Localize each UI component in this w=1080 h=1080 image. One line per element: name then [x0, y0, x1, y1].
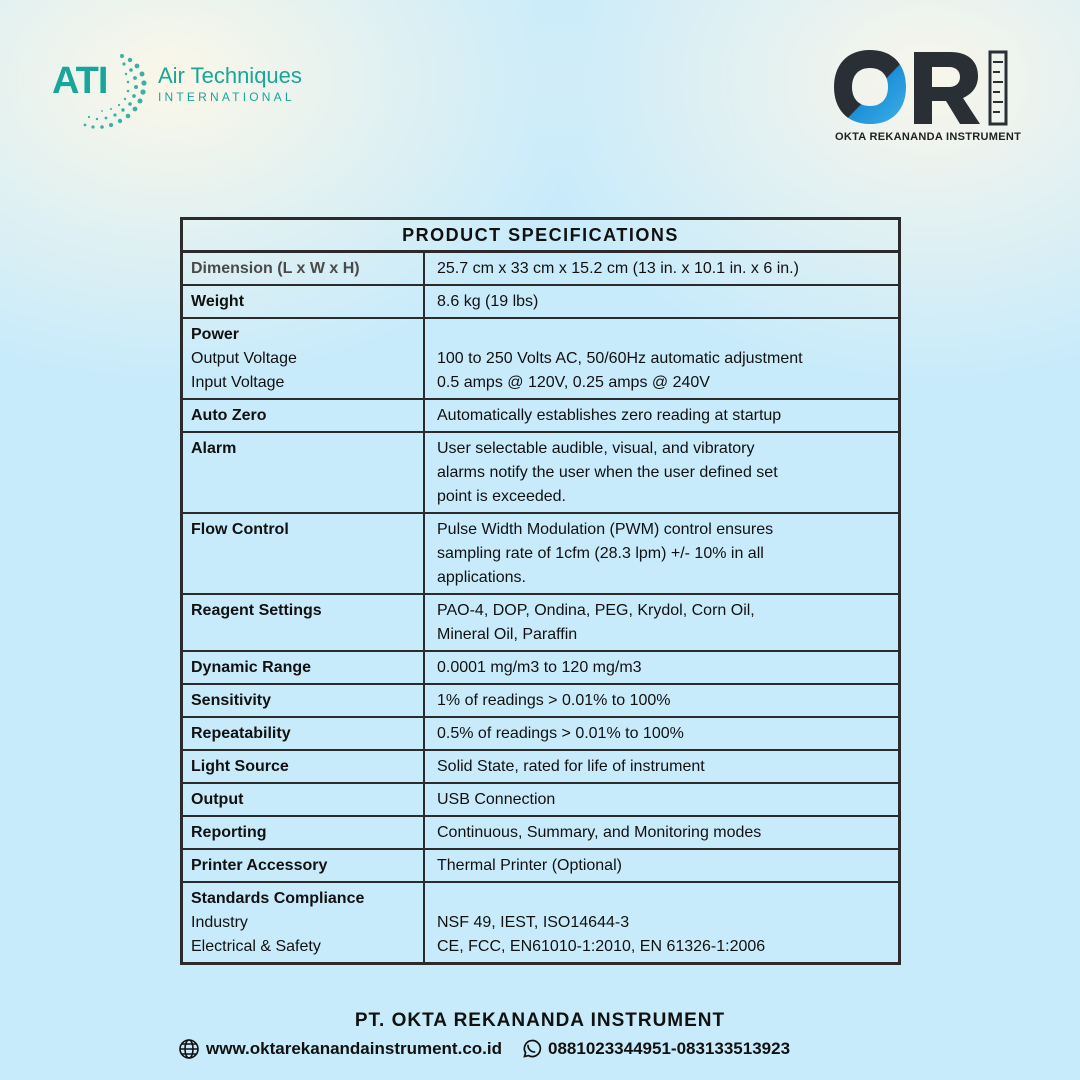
website-link[interactable]: www.oktarekanandainstrument.co.id	[206, 1039, 502, 1058]
spec-label-cell	[182, 318, 425, 399]
spec-table	[180, 217, 901, 965]
spec-value: Mineral Oil, Paraffin	[437, 626, 578, 643]
spec-value: CE, FCC, EN61010-1:2010, EN 61326-1:2006	[437, 938, 766, 955]
spec-value-cell	[424, 849, 900, 882]
spec-label: Reporting	[191, 824, 267, 841]
spec-row	[182, 882, 900, 964]
spec-body	[182, 252, 900, 964]
spec-label-cell	[182, 783, 425, 816]
spec-sublabel: Industry	[191, 914, 248, 931]
spec-label-cell	[182, 432, 425, 513]
spec-label-cell	[182, 684, 425, 717]
spec-value: NSF 49, IEST, ISO14644-3	[437, 914, 630, 931]
spec-sublabel: Output Voltage	[191, 350, 297, 367]
spec-value-cell	[424, 594, 900, 651]
spec-label: Printer Accessory	[191, 857, 328, 874]
footer-contact	[178, 1037, 790, 1061]
spec-sublabel: Input Voltage	[191, 374, 285, 391]
spec-row	[182, 399, 900, 432]
table-title: PRODUCT SPECIFICATIONS	[182, 219, 900, 252]
spec-label-cell	[182, 849, 425, 882]
spec-value: 0.5% of readings > 0.01% to 100%	[437, 725, 684, 742]
spec-sublabel: Electrical & Safety	[191, 938, 321, 955]
spec-label: Auto Zero	[191, 407, 267, 424]
spec-label-cell	[182, 651, 425, 684]
spec-label: Reagent Settings	[191, 602, 322, 619]
spec-value-cell	[424, 717, 900, 750]
spec-value-cell	[424, 252, 900, 286]
spec-value-cell	[424, 750, 900, 783]
spec-value: point is exceeded.	[437, 488, 566, 505]
spec-value-cell	[424, 816, 900, 849]
spec-value-cell	[424, 651, 900, 684]
ati-abbr: ATI	[52, 60, 108, 102]
spec-label: Flow Control	[191, 521, 289, 538]
spec-value: Continuous, Summary, and Monitoring modes	[437, 824, 762, 841]
spec-label-cell	[182, 882, 425, 964]
spec-row	[182, 717, 900, 750]
globe-icon	[178, 1038, 200, 1060]
spec-value: Pulse Width Modulation (PWM) control ensures	[437, 521, 774, 538]
spec-row	[182, 783, 900, 816]
spec-row	[182, 750, 900, 783]
spec-row	[182, 252, 900, 286]
spec-label-cell	[182, 594, 425, 651]
spec-row	[182, 432, 900, 513]
spec-label: Power	[191, 326, 240, 343]
spec-label-cell	[182, 399, 425, 432]
spec-label-cell	[182, 513, 425, 594]
spec-value: sampling rate of 1cfm (28.3 lpm) +/- 10% in all	[437, 545, 764, 562]
spec-value-cell	[424, 783, 900, 816]
spec-value-cell	[424, 399, 900, 432]
spec-label-cell	[182, 717, 425, 750]
spec-row	[182, 684, 900, 717]
spec-value-cell	[424, 285, 900, 318]
spec-value: applications.	[437, 569, 526, 586]
spec-value: USB Connection	[437, 791, 556, 808]
spec-value-cell	[424, 432, 900, 513]
spec-row	[182, 594, 900, 651]
phone-number[interactable]: 0881023344951-083133513923	[548, 1039, 791, 1058]
spec-value: alarms notify the user when the user defined set	[437, 464, 778, 481]
spacer	[437, 887, 890, 911]
spec-label-cell	[182, 816, 425, 849]
spec-row	[182, 651, 900, 684]
spec-value: Automatically establishes zero reading at startup	[437, 407, 782, 424]
ati-brand-sub: INTERNATIONAL	[158, 90, 295, 104]
spec-value-cell	[424, 882, 900, 964]
spec-label: Sensitivity	[191, 692, 272, 709]
spec-label-cell	[182, 750, 425, 783]
spec-row	[182, 318, 900, 399]
spec-label: Light Source	[191, 758, 289, 775]
spec-value: 1% of readings > 0.01% to 100%	[437, 692, 671, 709]
company-name: PT. OKTA REKANANDA INSTRUMENT	[354, 1010, 726, 1031]
spec-label: Repeatability	[191, 725, 291, 742]
spec-row	[182, 285, 900, 318]
spec-value: User selectable audible, visual, and vibratory	[437, 440, 755, 457]
ati-brand-name: Air Techniques	[158, 63, 302, 88]
spec-value-cell	[424, 318, 900, 399]
spec-value: Thermal Printer (Optional)	[437, 857, 622, 874]
spec-label: Dimension (L x W x H)	[191, 260, 360, 277]
spec-label-cell	[182, 285, 425, 318]
spec-row	[182, 513, 900, 594]
spec-label: Standards Compliance	[191, 890, 365, 907]
whatsapp-icon	[520, 1038, 542, 1060]
spec-value: 25.7 cm x 33 cm x 15.2 cm (13 in. x 10.1 in. x 6 in.)	[437, 260, 799, 277]
spec-label: Weight	[191, 293, 245, 310]
spec-label: Output	[191, 791, 244, 808]
spec-row	[182, 849, 900, 882]
spec-value: 100 to 250 Volts AC, 50/60Hz automatic adjustment	[437, 350, 803, 367]
spec-value: 0.0001 mg/m3 to 120 mg/m3	[437, 659, 642, 676]
spec-value-cell	[424, 513, 900, 594]
ati-logo	[52, 50, 322, 140]
ori-mark-icon	[830, 46, 1015, 128]
spec-label: Alarm	[191, 440, 237, 457]
spacer	[437, 323, 890, 347]
spec-value: Solid State, rated for life of instrument	[437, 758, 705, 775]
spec-value: PAO-4, DOP, Ondina, PEG, Krydol, Corn Oil,	[437, 602, 755, 619]
spec-value-cell	[424, 684, 900, 717]
ori-brand-name: OKTA REKANANDA INSTRUMENT	[835, 131, 1022, 143]
spec-label-cell	[182, 252, 425, 286]
spec-value: 8.6 kg (19 lbs)	[437, 293, 539, 310]
spec-value: 0.5 amps @ 120V, 0.25 amps @ 240V	[437, 374, 710, 391]
spec-label: Dynamic Range	[191, 659, 312, 676]
spec-row	[182, 816, 900, 849]
ori-logo	[830, 46, 1020, 146]
